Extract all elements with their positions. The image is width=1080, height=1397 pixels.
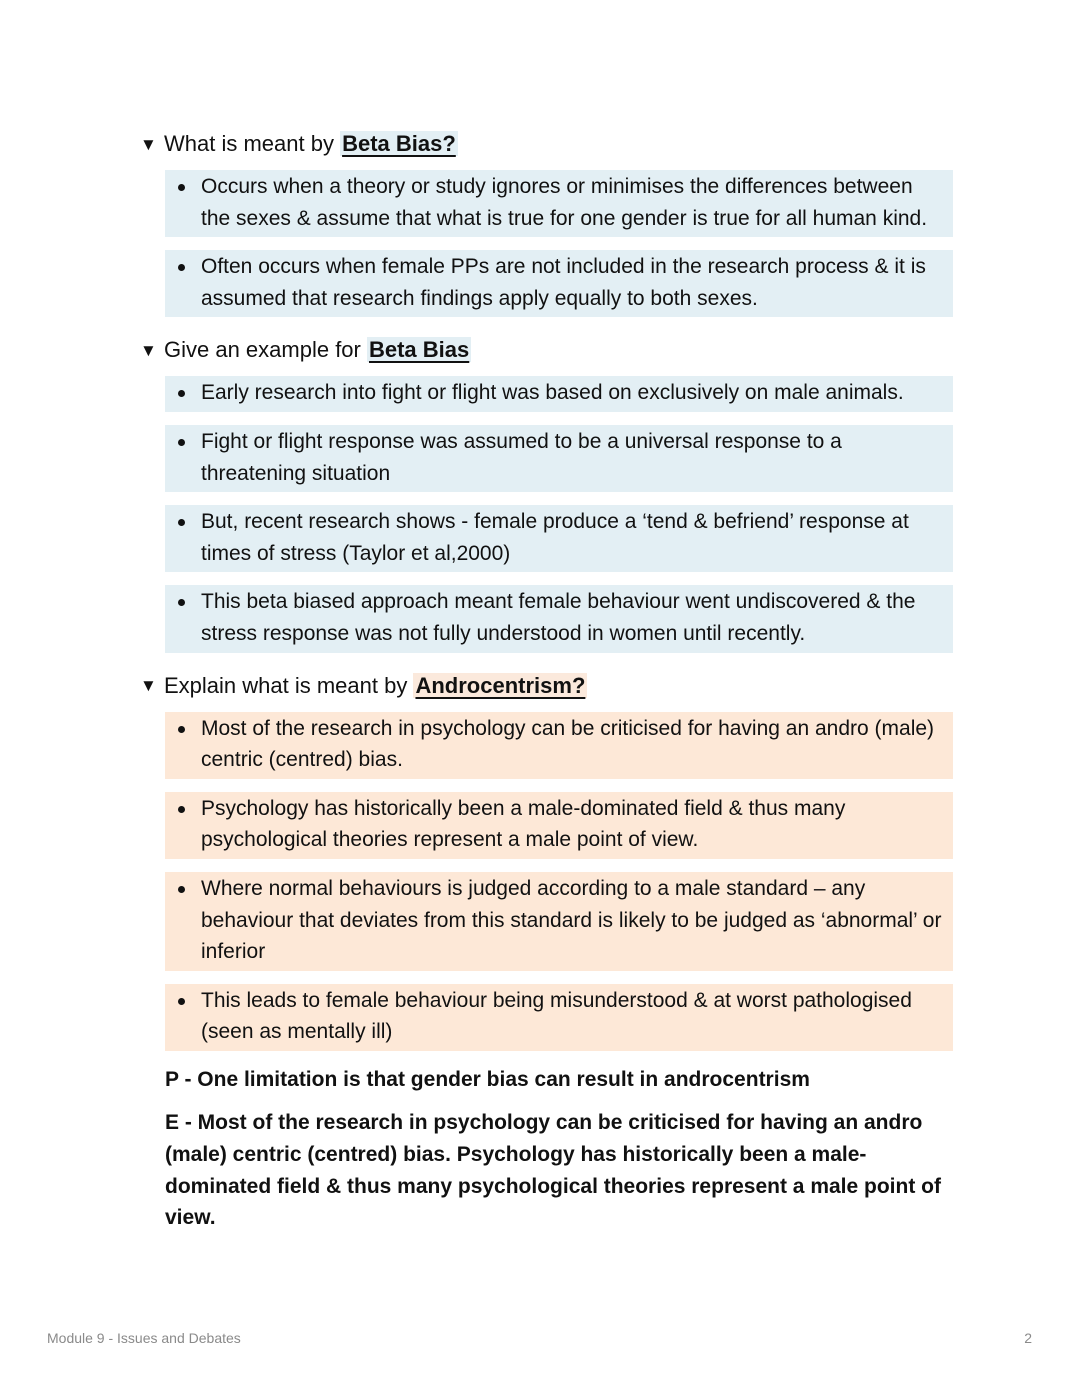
bullet-dot-icon	[178, 998, 185, 1005]
list-item: Most of the research in psychology can be criticised for having an andro (male) centric (centred) bias.	[165, 712, 953, 779]
list-item: Where normal behaviours is judged according to a male standard – any behaviour that deviates from this standard is likely to be judged as ‘abnormal’ or inferior	[165, 872, 953, 971]
toggle-beta-bias-example[interactable]	[140, 330, 954, 370]
list-item: Often occurs when female PPs are not included in the research process & it is assumed that research findings apply equally to both sexes.	[165, 250, 953, 317]
footer-page-number: 2	[1024, 1330, 1032, 1346]
list-item: Early research into fight or flight was based on exclusively on male animals.	[165, 376, 953, 412]
evaluation-point: P - One limitation is that gender bias can result in androcentrism	[165, 1067, 810, 1091]
bullet-dot-icon	[178, 599, 185, 606]
bullet-dot-icon	[178, 390, 185, 397]
list-item: Fight or flight response was assumed to be a universal response to a threatening situation	[165, 425, 953, 492]
toggle-label: Give an example for Beta Bias	[164, 337, 470, 363]
triangle-down-icon[interactable]: ▼	[140, 340, 157, 360]
triangle-down-icon[interactable]: ▼	[140, 134, 157, 154]
list-item: This beta biased approach meant female behaviour went undiscovered & the stress response was not fully understood in women until recently.	[165, 585, 953, 652]
list-item: But, recent research shows - female produce a ‘tend & befriend’ response at times of stress (Taylor et al,2000)	[165, 505, 953, 572]
term-highlight: Beta Bias	[368, 337, 470, 363]
evaluation-explanation: E - Most of the research in psychology can be criticised for having an andro (male) centric (centred) bias. Psychology has historically been a male-dominated field & thus many psychological theories represent a male point of view.	[165, 1111, 941, 1230]
bullet-dot-icon	[178, 439, 185, 446]
list-item: Occurs when a theory or study ignores or minimises the differences between the sexes & assume that what is true for one gender is true for all human kind.	[165, 170, 953, 237]
term-highlight: Androcentrism?	[415, 672, 586, 698]
bullet-dot-icon	[178, 806, 185, 813]
toggle-androcentrism-definition[interactable]	[140, 666, 954, 706]
footer-module-title: Module 9 - Issues and Debates	[47, 1330, 241, 1346]
term-highlight: Beta Bias?	[342, 131, 456, 156]
triangle-down-icon[interactable]: ▼	[140, 676, 157, 696]
bullet-dot-icon	[178, 519, 185, 526]
toggle-label: What is meant by Beta Bias?	[164, 131, 456, 156]
bullet-dot-icon	[178, 264, 185, 271]
list-item: This leads to female behaviour being misunderstood & at worst pathologised (seen as mentally ill)	[165, 984, 953, 1051]
bullet-dot-icon	[178, 726, 185, 733]
bullet-dot-icon	[178, 886, 185, 893]
bullet-dot-icon	[178, 184, 185, 191]
toggle-label: Explain what is meant by Androcentrism?	[164, 672, 586, 698]
toggle-beta-bias-definition[interactable]	[140, 124, 954, 164]
page-content	[140, 124, 954, 1246]
list-item: Psychology has historically been a male-dominated field & thus many psychological theories represent a male point of view.	[165, 792, 953, 859]
